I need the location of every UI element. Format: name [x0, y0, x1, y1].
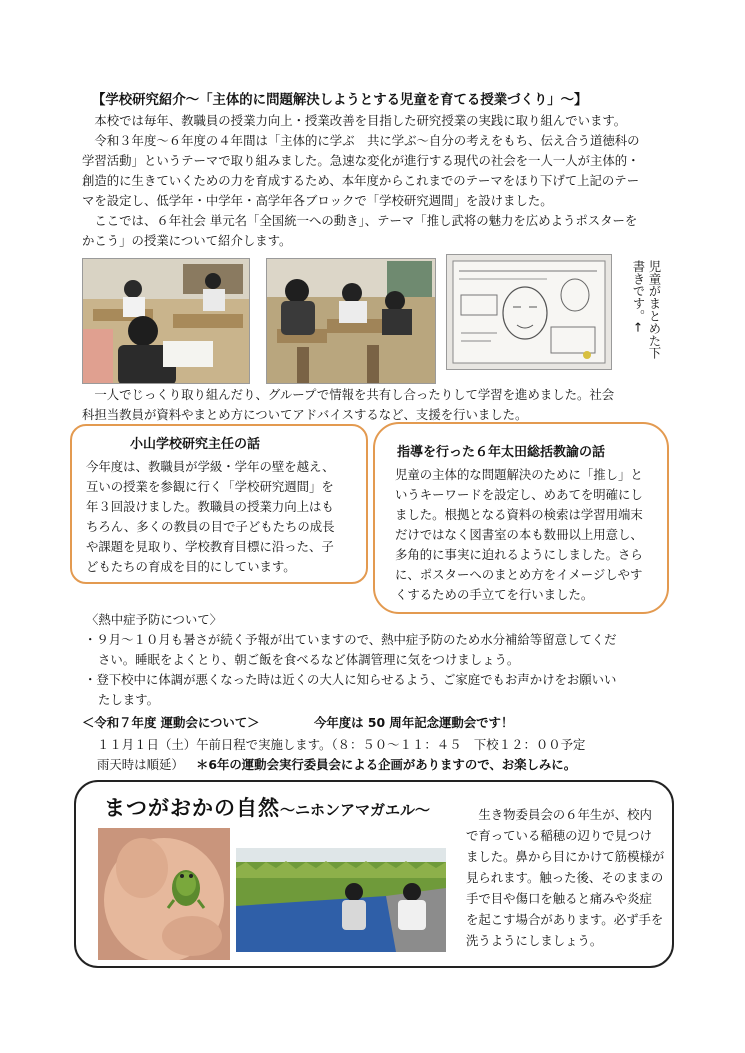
- research-paragraph-2-line: 令和３年度～６年度の４年間は「主体的に学ぶ 共に学ぶ～自分の考えをもち、伝え合う道徳科の: [94, 133, 640, 148]
- classroom-photo-1-image: [83, 259, 249, 383]
- comment-line: ちろん、多くの教員の目で子どもたちの成長: [86, 519, 335, 534]
- research-paragraph-2-line: マを設定し、低学年・中学年・高学年各ブロックで「学校研究週間」を設けました。: [82, 193, 553, 208]
- poster-draft-photo: [446, 254, 612, 370]
- comment-line: 互いの授業を参観に行く「学校研究週間」を: [86, 479, 334, 494]
- comment-line: や課題を見取り、学校教育目標に沿った、子: [86, 539, 334, 554]
- poster-draft-image: [447, 255, 611, 369]
- rice-field-image: [236, 848, 446, 952]
- nature-title-sub: ～ニホンアマガエル～: [280, 801, 431, 819]
- sports-day-note: ＊6年の運動会実行委員会による企画がありますので、お楽しみに。: [196, 757, 577, 772]
- comment-line: どもたちの育成を目的にしています。: [86, 559, 296, 574]
- nature-line: 見られます。触った後、そのままの: [466, 870, 664, 885]
- research-leader-comment-box: [70, 424, 368, 584]
- classroom-photo-2-image: [267, 259, 435, 383]
- comment-line: 年３回設けました。教職員の授業力向上はも: [86, 499, 334, 514]
- comment-line: に、ポスターへのまとめ方をイメージしやす: [395, 567, 643, 582]
- nature-line: ました。鼻から目にかけて筋模様が: [466, 849, 665, 864]
- research-paragraph-2-line: 学習活動」というテーマで取り組みました。急速な変化が進行する現代の社会を一人一人が主体的・: [82, 153, 640, 168]
- nature-line: 生き物委員会の６年生が、校内: [478, 807, 652, 822]
- heatstroke-bullet-1-cont: さい。睡眠をよくとり、朝ご飯を食べるなど体調管理に気をつけましょう。: [98, 652, 520, 667]
- comment-line: ました。根拠となる資料の検索は学習用端末: [395, 507, 643, 522]
- research-title: 【学校研究紹介～「主体的に問題解決しようとする児童を育てる授業づくり」～】: [92, 93, 588, 108]
- research-paragraph-1: 本校では毎年、教職員の授業力向上・授業改善を目指した研究授業の実践に取り組んでいます。: [94, 113, 627, 128]
- nature-line: 洗うようにしましょう。: [466, 933, 603, 948]
- sports-day-rain: 雨天時は順延）: [97, 757, 184, 772]
- research-paragraph-2-line: 創造的に生きていくための力を育成するため、本年度からこれまでのテーマをほり下げて上記のテー: [82, 173, 640, 188]
- research-leader-comment-body: [86, 457, 335, 577]
- research-intro: [82, 111, 682, 251]
- comment-line: くするための手立てを行いました。: [395, 587, 594, 602]
- heatstroke-bullet-1: ・９月～１０月も暑さが続く予報が出ていますので、熱中症予防のため水分補給等留意してくだ: [84, 632, 617, 647]
- rice-field-photo: [236, 848, 446, 952]
- comment-line: だけではなく図書室の本も数冊以上用意し、: [395, 527, 643, 542]
- sports-day-schedule: １１月１日（土）午前日程で実施します。（８：５０～１１：４５ 下校１２：００予定: [97, 737, 586, 752]
- nature-line: 手で目や傷口を触ると痛みや炎症: [466, 891, 652, 906]
- comment-line: いうキーワードを設定し、めあてを明確にし: [395, 487, 643, 502]
- classroom-photo-1: [82, 258, 250, 384]
- sports-day-headline: 今年度は 50 周年記念運動会です！: [314, 715, 514, 730]
- heatstroke-bullet-2-cont: たします。: [98, 692, 159, 707]
- research-paragraph-4-line: 一人でじっくり取り組んだり、グループで情報を共有し合ったりして学習を進めました。社会: [94, 387, 615, 402]
- research-paragraph-3-line: かこう」の授業について紹介します。: [82, 233, 292, 248]
- research-paragraph-3-line: ここでは、６年社会 単元名「全国統一への動き」、テーマ「推し武将の魅力を広めようポスターを: [94, 213, 638, 228]
- nature-line: を起こす場合があります。必ず手を: [466, 912, 664, 927]
- frog-image: [98, 828, 230, 960]
- instructor-comment-body: [395, 465, 643, 605]
- sports-day-heading: ＜令和７年度 運動会について＞: [82, 715, 260, 730]
- nature-body: [466, 804, 664, 951]
- instructor-comment-title: 指導を行った６年太田総括教諭の話: [397, 445, 606, 460]
- research-leader-comment-title: 小山学校研究主任の話: [130, 437, 261, 452]
- comment-line: 多角的に事実に迫れるようにしました。さら: [395, 547, 643, 562]
- heatstroke-bullet-2: ・登下校中に体調が悪くなった時は近くの大人に知らせるよう、ご家庭でもお声かけをお願いい: [84, 672, 617, 687]
- instructor-comment-box: [373, 422, 669, 614]
- poster-caption: 児童がまとめた下書きです。←: [631, 260, 662, 360]
- heatstroke-bullets: [84, 630, 617, 710]
- research-activity: [82, 385, 682, 425]
- comment-line: 今年度は、教職員が学級・学年の壁を越え、: [86, 459, 335, 474]
- frog-photo: [98, 828, 230, 960]
- research-paragraph-4-line: 科担当教員が資料やまとめ方についてアドバイスするなど、支援を行いました。: [82, 407, 528, 422]
- heatstroke-heading: 〈熱中症予防について〉: [86, 612, 223, 627]
- classroom-photo-2: [266, 258, 436, 384]
- nature-box: [74, 780, 674, 968]
- nature-title-main: まつがおかの自然: [104, 796, 280, 820]
- comment-line: 児童の主体的な問題解決のために「推し」と: [395, 467, 643, 482]
- nature-title: [104, 798, 430, 821]
- nature-line: で育っている稲穂の辺りで見つけ: [466, 828, 652, 843]
